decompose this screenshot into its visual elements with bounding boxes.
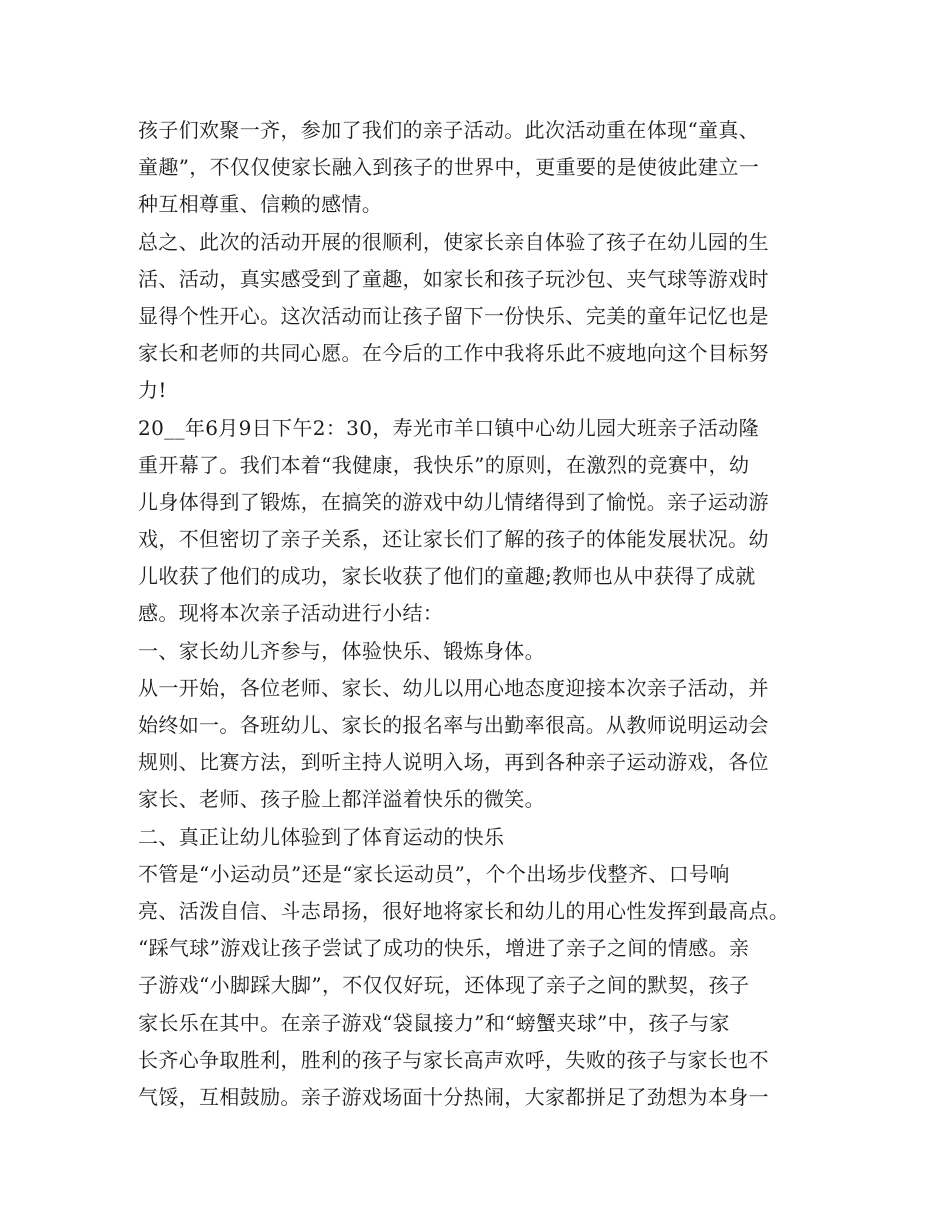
section-heading: 一、家长幼儿齐参与，体验快乐、锻炼身体。 (138, 638, 545, 663)
text-line: 家长乐在其中。在亲子游戏“袋鼠接力”和“螃蟹夹球”中，孩子与家 (138, 1010, 730, 1035)
text-line: 家长、老师、孩子脸上都洋溢着快乐的微笑。 (138, 787, 545, 812)
text-line: 感。现将本次亲子活动进行小结： (138, 601, 444, 626)
text-line: 子游戏“小脚踩大脚”，不仅仅好玩，还体现了亲子之间的默契，孩子 (138, 973, 750, 998)
text-line: 儿身体得到了锻炼，在搞笑的游戏中幼儿情绪得到了愉悦。亲子运动游 (138, 489, 769, 514)
text-line: 20__年6月9日下午2：30，寿光市羊口镇中心幼儿园大班亲子活动隆 (138, 415, 759, 440)
text-line: 重开幕了。我们本着“我健康，我快乐”的原则，在激烈的竞赛中，幼 (138, 452, 750, 477)
text-line: 童趣”，不仅仅使家长融入到孩子的世界中，更重要的是使彼此建立一 (138, 155, 760, 180)
text-line: 力! (138, 378, 167, 403)
text-line: 活、活动，真实感受到了童趣，如家长和孩子玩沙包、夹气球等游戏时 (138, 266, 769, 291)
text-line: 总之、此次的活动开展的很顺利，使家长亲自体验了孩子在幼儿园的生 (138, 229, 769, 254)
text-line: 长齐心争取胜利，胜利的孩子与家长高声欢呼，失败的孩子与家长也不 (138, 1047, 769, 1072)
text-line: 从一开始，各位老师、家长、幼儿以用心地态度迎接本次亲子活动，并 (138, 675, 769, 700)
text-line: 气馁，互相鼓励。亲子游戏场面十分热闹，大家都拼足了劲想为本身一 (138, 1084, 769, 1109)
text-line: 规则、比赛方法，到听主持人说明入场，再到各种亲子运动游戏，各位 (138, 750, 769, 775)
section-heading: 二、真正让幼儿体验到了体育运动的快乐 (138, 824, 505, 849)
text-line: 亮、活泼自信、斗志昂扬，很好地将家长和幼儿的用心性发挥到最高点。 (138, 898, 790, 923)
text-line: 不管是“小运动员”还是“家长运动员”，个个出场步伐整齐、口号响 (138, 861, 730, 886)
text-line: 始终如一。各班幼儿、家长的报名率与出勤率很高。从教师说明运动会 (138, 713, 769, 737)
text-line: 显得个性开心。这次活动而让孩子留下一份快乐、完美的童年记忆也是 (138, 303, 769, 328)
document-body (138, 112, 828, 1116)
text-line: 儿收获了他们的成功，家长收获了他们的童趣;教师也从中获得了成就 (138, 564, 756, 589)
text-line: 家长和老师的共同心愿。在今后的工作中我将乐此不疲地向这个目标努 (138, 341, 769, 366)
text-line: 种互相尊重、信赖的感情。 (138, 192, 383, 217)
text-line: 戏，不但密切了亲子关系，还让家长们了解的孩子的体能发展状况。幼 (138, 527, 769, 552)
text-line: 孩子们欢聚一齐，参加了我们的亲子活动。此次活动重在体现“童真、 (138, 118, 760, 142)
text-line: “踩气球”游戏让孩子尝试了成功的快乐，增进了亲子之间的情感。亲 (138, 936, 750, 961)
